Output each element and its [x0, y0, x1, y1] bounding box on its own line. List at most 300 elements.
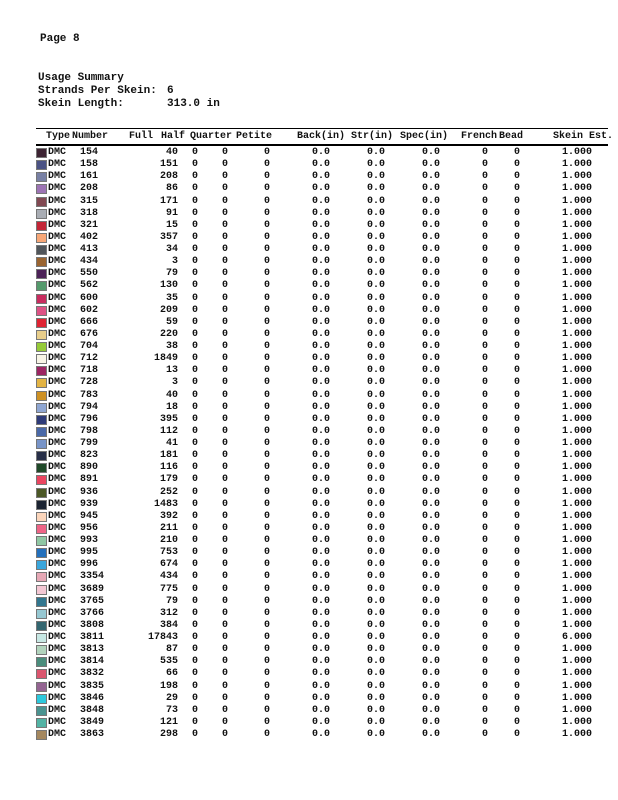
cell-str: 0.0 [366, 547, 385, 559]
cell-bead: 0 [513, 547, 520, 559]
cell-str: 0.0 [366, 656, 385, 668]
cell-french: 0 [481, 365, 488, 377]
cell-french: 0 [481, 632, 488, 643]
cell-number: 3766 [80, 607, 105, 619]
cell-str: 0.0 [366, 438, 385, 449]
cell-skein: 1.000 [561, 704, 592, 716]
cell-bead: 0 [513, 559, 520, 571]
cell-spec: 0.0 [421, 244, 440, 255]
cell-half: 0 [191, 498, 198, 510]
cell-back: 0.0 [311, 450, 330, 462]
usage-row [0, 474, 618, 486]
cell-half: 0 [191, 692, 198, 704]
floss-color-swatch [36, 682, 47, 692]
cell-back: 0.0 [311, 583, 330, 595]
cell-skein: 1.000 [561, 304, 592, 316]
cell-petite: 0 [263, 377, 270, 389]
cell-bead: 0 [513, 474, 520, 486]
cell-number: 3848 [80, 704, 105, 716]
cell-spec: 0.0 [421, 571, 440, 583]
cell-str: 0.0 [366, 704, 385, 716]
cell-str: 0.0 [366, 425, 385, 437]
skein-length-line [0, 98, 618, 111]
cell-half: 0 [191, 256, 198, 268]
cell-full: 40 [165, 147, 178, 158]
strands-per-skein-line [0, 85, 618, 98]
cell-str: 0.0 [366, 280, 385, 292]
cell-full: 130 [159, 280, 178, 292]
cell-french: 0 [481, 328, 488, 340]
cell-type: DMC [48, 316, 67, 328]
cell-back: 0.0 [311, 535, 330, 546]
cell-type: DMC [48, 510, 67, 522]
cell-full: 298 [159, 729, 178, 740]
cell-full: 535 [159, 656, 178, 668]
cell-skein: 1.000 [561, 389, 592, 401]
cell-type: DMC [48, 716, 67, 728]
cell-spec: 0.0 [421, 644, 440, 656]
usage-row [0, 608, 618, 620]
cell-spec: 0.0 [421, 425, 440, 437]
cell-spec: 0.0 [421, 159, 440, 171]
cell-spec: 0.0 [421, 328, 440, 340]
column-header-bead: Bead [498, 131, 523, 142]
floss-color-swatch [36, 585, 47, 595]
cell-petite: 0 [263, 547, 270, 559]
cell-number: 208 [80, 183, 99, 195]
cell-half: 0 [191, 668, 198, 680]
cell-skein: 1.000 [561, 644, 592, 656]
floss-color-swatch [36, 451, 47, 461]
cell-back: 0.0 [311, 316, 330, 328]
cell-full: 252 [159, 486, 178, 498]
cell-spec: 0.0 [421, 231, 440, 243]
usage-row [0, 511, 618, 523]
cell-skein: 1.000 [561, 328, 592, 340]
cell-french: 0 [481, 583, 488, 595]
cell-full: 34 [165, 244, 178, 255]
cell-number: 890 [80, 462, 99, 474]
cell-petite: 0 [263, 729, 270, 740]
usage-row [0, 390, 618, 402]
cell-half: 0 [191, 474, 198, 486]
cell-number: 995 [80, 547, 99, 559]
cell-spec: 0.0 [421, 729, 440, 740]
floss-color-swatch [36, 184, 47, 194]
cell-bead: 0 [513, 256, 520, 268]
cell-full: 29 [165, 692, 178, 704]
cell-half: 0 [191, 389, 198, 401]
column-header-skein-est: Skein Est. [552, 131, 613, 142]
floss-color-swatch [36, 160, 47, 170]
usage-row [0, 632, 618, 644]
table-header-row [0, 131, 618, 143]
usage-row [0, 729, 618, 741]
cell-str: 0.0 [366, 256, 385, 268]
cell-type: DMC [48, 729, 67, 740]
cell-full: 112 [159, 425, 178, 437]
cell-full: 116 [159, 462, 178, 474]
cell-type: DMC [48, 244, 67, 255]
cell-type: DMC [48, 547, 67, 559]
cell-back: 0.0 [311, 304, 330, 316]
cell-skein: 1.000 [561, 619, 592, 631]
usage-row [0, 171, 618, 183]
cell-bead: 0 [513, 704, 520, 716]
cell-petite: 0 [263, 632, 270, 643]
cell-french: 0 [481, 171, 488, 183]
cell-spec: 0.0 [421, 450, 440, 462]
cell-skein: 1.000 [561, 159, 592, 171]
cell-french: 0 [481, 195, 488, 207]
cell-back: 0.0 [311, 595, 330, 607]
cell-petite: 0 [263, 328, 270, 340]
floss-color-swatch [36, 718, 47, 728]
floss-color-swatch [36, 354, 47, 364]
cell-back: 0.0 [311, 413, 330, 425]
floss-color-swatch [36, 572, 47, 582]
cell-french: 0 [481, 547, 488, 559]
cell-french: 0 [481, 462, 488, 474]
cell-type: DMC [48, 704, 67, 716]
floss-color-swatch [36, 415, 47, 425]
cell-quarter: 0 [221, 522, 228, 534]
cell-number: 996 [80, 559, 99, 571]
usage-row [0, 487, 618, 499]
cell-spec: 0.0 [421, 401, 440, 413]
cell-bead: 0 [513, 619, 520, 631]
cell-spec: 0.0 [421, 656, 440, 668]
cell-spec: 0.0 [421, 341, 440, 352]
cell-spec: 0.0 [421, 147, 440, 158]
cell-back: 0.0 [311, 401, 330, 413]
cell-full: 395 [159, 413, 178, 425]
cell-petite: 0 [263, 413, 270, 425]
cell-str: 0.0 [366, 353, 385, 365]
cell-petite: 0 [263, 183, 270, 195]
cell-skein: 1.000 [561, 207, 592, 219]
cell-spec: 0.0 [421, 559, 440, 571]
cell-half: 0 [191, 268, 198, 280]
cell-quarter: 0 [221, 632, 228, 643]
cell-back: 0.0 [311, 692, 330, 704]
cell-bead: 0 [513, 692, 520, 704]
cell-back: 0.0 [311, 219, 330, 231]
cell-str: 0.0 [366, 498, 385, 510]
cell-french: 0 [481, 571, 488, 583]
cell-skein: 1.000 [561, 535, 592, 546]
cell-skein: 1.000 [561, 280, 592, 292]
cell-bead: 0 [513, 304, 520, 316]
cell-number: 993 [80, 535, 99, 546]
floss-color-swatch [36, 281, 47, 291]
cell-number: 161 [80, 171, 99, 183]
cell-str: 0.0 [366, 486, 385, 498]
floss-color-swatch [36, 221, 47, 231]
floss-color-swatch [36, 657, 47, 667]
cell-type: DMC [48, 183, 67, 195]
cell-quarter: 0 [221, 280, 228, 292]
cell-full: 392 [159, 510, 178, 522]
floss-color-swatch [36, 524, 47, 534]
cell-str: 0.0 [366, 632, 385, 643]
cell-number: 939 [80, 498, 99, 510]
table-header-rule [36, 144, 608, 146]
cell-spec: 0.0 [421, 462, 440, 474]
usage-row [0, 644, 618, 656]
cell-number: 3813 [80, 644, 105, 656]
cell-back: 0.0 [311, 377, 330, 389]
cell-bead: 0 [513, 195, 520, 207]
cell-spec: 0.0 [421, 474, 440, 486]
cell-back: 0.0 [311, 147, 330, 158]
cell-bead: 0 [513, 571, 520, 583]
cell-full: 1483 [153, 498, 178, 510]
cell-bead: 0 [513, 644, 520, 656]
usage-row [0, 523, 618, 535]
cell-spec: 0.0 [421, 692, 440, 704]
cell-back: 0.0 [311, 341, 330, 352]
usage-row [0, 559, 618, 571]
usage-row [0, 147, 618, 159]
cell-number: 891 [80, 474, 99, 486]
cell-quarter: 0 [221, 304, 228, 316]
cell-petite: 0 [263, 438, 270, 449]
cell-str: 0.0 [366, 522, 385, 534]
cell-quarter: 0 [221, 535, 228, 546]
cell-quarter: 0 [221, 328, 228, 340]
cell-type: DMC [48, 353, 67, 365]
cell-full: 41 [165, 438, 178, 449]
cell-str: 0.0 [366, 316, 385, 328]
cell-number: 3814 [80, 656, 105, 668]
cell-spec: 0.0 [421, 365, 440, 377]
cell-full: 59 [165, 316, 178, 328]
cell-quarter: 0 [221, 704, 228, 716]
cell-str: 0.0 [366, 680, 385, 692]
cell-full: 3 [171, 377, 178, 389]
cell-skein: 1.000 [561, 377, 592, 389]
cell-back: 0.0 [311, 498, 330, 510]
cell-bead: 0 [513, 486, 520, 498]
cell-petite: 0 [263, 450, 270, 462]
page-number-label: Page 8 [40, 33, 80, 45]
cell-bead: 0 [513, 316, 520, 328]
cell-type: DMC [48, 268, 67, 280]
cell-bead: 0 [513, 607, 520, 619]
cell-skein: 1.000 [561, 450, 592, 462]
cell-petite: 0 [263, 231, 270, 243]
cell-half: 0 [191, 510, 198, 522]
cell-back: 0.0 [311, 268, 330, 280]
cell-half: 0 [191, 341, 198, 352]
cell-full: 674 [159, 559, 178, 571]
cell-type: DMC [48, 292, 67, 304]
cell-type: DMC [48, 171, 67, 183]
floss-color-swatch [36, 669, 47, 679]
cell-str: 0.0 [366, 268, 385, 280]
cell-back: 0.0 [311, 656, 330, 668]
cell-quarter: 0 [221, 583, 228, 595]
usage-row [0, 571, 618, 583]
cell-full: 384 [159, 619, 178, 631]
cell-type: DMC [48, 498, 67, 510]
cell-french: 0 [481, 147, 488, 158]
cell-bead: 0 [513, 535, 520, 546]
usage-row [0, 705, 618, 717]
cell-str: 0.0 [366, 401, 385, 413]
cell-petite: 0 [263, 401, 270, 413]
cell-quarter: 0 [221, 462, 228, 474]
cell-str: 0.0 [366, 607, 385, 619]
cell-type: DMC [48, 389, 67, 401]
cell-full: 208 [159, 171, 178, 183]
cell-french: 0 [481, 219, 488, 231]
cell-spec: 0.0 [421, 535, 440, 546]
cell-french: 0 [481, 425, 488, 437]
cell-french: 0 [481, 438, 488, 449]
cell-number: 666 [80, 316, 99, 328]
floss-color-swatch [36, 342, 47, 352]
cell-full: 40 [165, 389, 178, 401]
cell-half: 0 [191, 522, 198, 534]
cell-petite: 0 [263, 510, 270, 522]
cell-back: 0.0 [311, 389, 330, 401]
cell-full: 87 [165, 644, 178, 656]
cell-str: 0.0 [366, 304, 385, 316]
cell-half: 0 [191, 632, 198, 643]
cell-spec: 0.0 [421, 183, 440, 195]
cell-number: 823 [80, 450, 99, 462]
cell-number: 796 [80, 413, 99, 425]
cell-skein: 1.000 [561, 522, 592, 534]
floss-color-swatch [36, 391, 47, 401]
cell-half: 0 [191, 438, 198, 449]
cell-spec: 0.0 [421, 377, 440, 389]
floss-color-swatch [36, 330, 47, 340]
cell-number: 676 [80, 328, 99, 340]
cell-spec: 0.0 [421, 353, 440, 365]
cell-str: 0.0 [366, 692, 385, 704]
cell-back: 0.0 [311, 462, 330, 474]
cell-number: 413 [80, 244, 99, 255]
cell-number: 158 [80, 159, 99, 171]
cell-full: 312 [159, 607, 178, 619]
cell-type: DMC [48, 522, 67, 534]
cell-full: 79 [165, 595, 178, 607]
column-header-french: French [460, 131, 497, 142]
cell-bead: 0 [513, 498, 520, 510]
usage-row [0, 329, 618, 341]
cell-petite: 0 [263, 535, 270, 546]
cell-type: DMC [48, 365, 67, 377]
cell-number: 799 [80, 438, 99, 449]
cell-spec: 0.0 [421, 292, 440, 304]
cell-number: 718 [80, 365, 99, 377]
cell-type: DMC [48, 656, 67, 668]
usage-summary-title: Usage Summary [38, 72, 124, 84]
cell-number: 3808 [80, 619, 105, 631]
cell-bead: 0 [513, 377, 520, 389]
cell-type: DMC [48, 595, 67, 607]
cell-petite: 0 [263, 704, 270, 716]
cell-half: 0 [191, 413, 198, 425]
cell-petite: 0 [263, 219, 270, 231]
cell-half: 0 [191, 486, 198, 498]
cell-number: 3354 [80, 571, 105, 583]
cell-back: 0.0 [311, 522, 330, 534]
cell-spec: 0.0 [421, 668, 440, 680]
cell-str: 0.0 [366, 147, 385, 158]
cell-skein: 1.000 [561, 341, 592, 352]
cell-half: 0 [191, 644, 198, 656]
cell-full: 15 [165, 219, 178, 231]
cell-number: 936 [80, 486, 99, 498]
cell-back: 0.0 [311, 486, 330, 498]
cell-str: 0.0 [366, 219, 385, 231]
strands-per-skein-value: 6 [167, 85, 174, 97]
cell-skein: 1.000 [561, 413, 592, 425]
cell-quarter: 0 [221, 353, 228, 365]
cell-skein: 1.000 [561, 559, 592, 571]
cell-type: DMC [48, 159, 67, 171]
cell-half: 0 [191, 680, 198, 692]
cell-number: 3832 [80, 668, 105, 680]
cell-type: DMC [48, 644, 67, 656]
cell-petite: 0 [263, 147, 270, 158]
cell-bead: 0 [513, 510, 520, 522]
cell-spec: 0.0 [421, 438, 440, 449]
cell-half: 0 [191, 377, 198, 389]
cell-petite: 0 [263, 474, 270, 486]
cell-type: DMC [48, 632, 67, 643]
usage-row [0, 341, 618, 353]
cell-full: 753 [159, 547, 178, 559]
floss-color-swatch [36, 245, 47, 255]
cell-half: 0 [191, 328, 198, 340]
cell-type: DMC [48, 668, 67, 680]
cell-quarter: 0 [221, 147, 228, 158]
cell-skein: 6.000 [561, 632, 592, 643]
cell-french: 0 [481, 183, 488, 195]
cell-back: 0.0 [311, 547, 330, 559]
floss-color-swatch [36, 257, 47, 267]
cell-petite: 0 [263, 462, 270, 474]
cell-spec: 0.0 [421, 583, 440, 595]
cell-bead: 0 [513, 147, 520, 158]
cell-number: 562 [80, 280, 99, 292]
cell-spec: 0.0 [421, 510, 440, 522]
cell-french: 0 [481, 619, 488, 631]
floss-color-swatch [36, 318, 47, 328]
cell-back: 0.0 [311, 438, 330, 449]
cell-bead: 0 [513, 401, 520, 413]
cell-quarter: 0 [221, 244, 228, 255]
cell-half: 0 [191, 729, 198, 740]
cell-quarter: 0 [221, 498, 228, 510]
floss-color-swatch [36, 597, 47, 607]
cell-bead: 0 [513, 680, 520, 692]
cell-french: 0 [481, 341, 488, 352]
cell-french: 0 [481, 377, 488, 389]
cell-half: 0 [191, 607, 198, 619]
cell-skein: 1.000 [561, 353, 592, 365]
cell-quarter: 0 [221, 510, 228, 522]
cell-french: 0 [481, 692, 488, 704]
cell-petite: 0 [263, 207, 270, 219]
cell-spec: 0.0 [421, 680, 440, 692]
cell-french: 0 [481, 607, 488, 619]
